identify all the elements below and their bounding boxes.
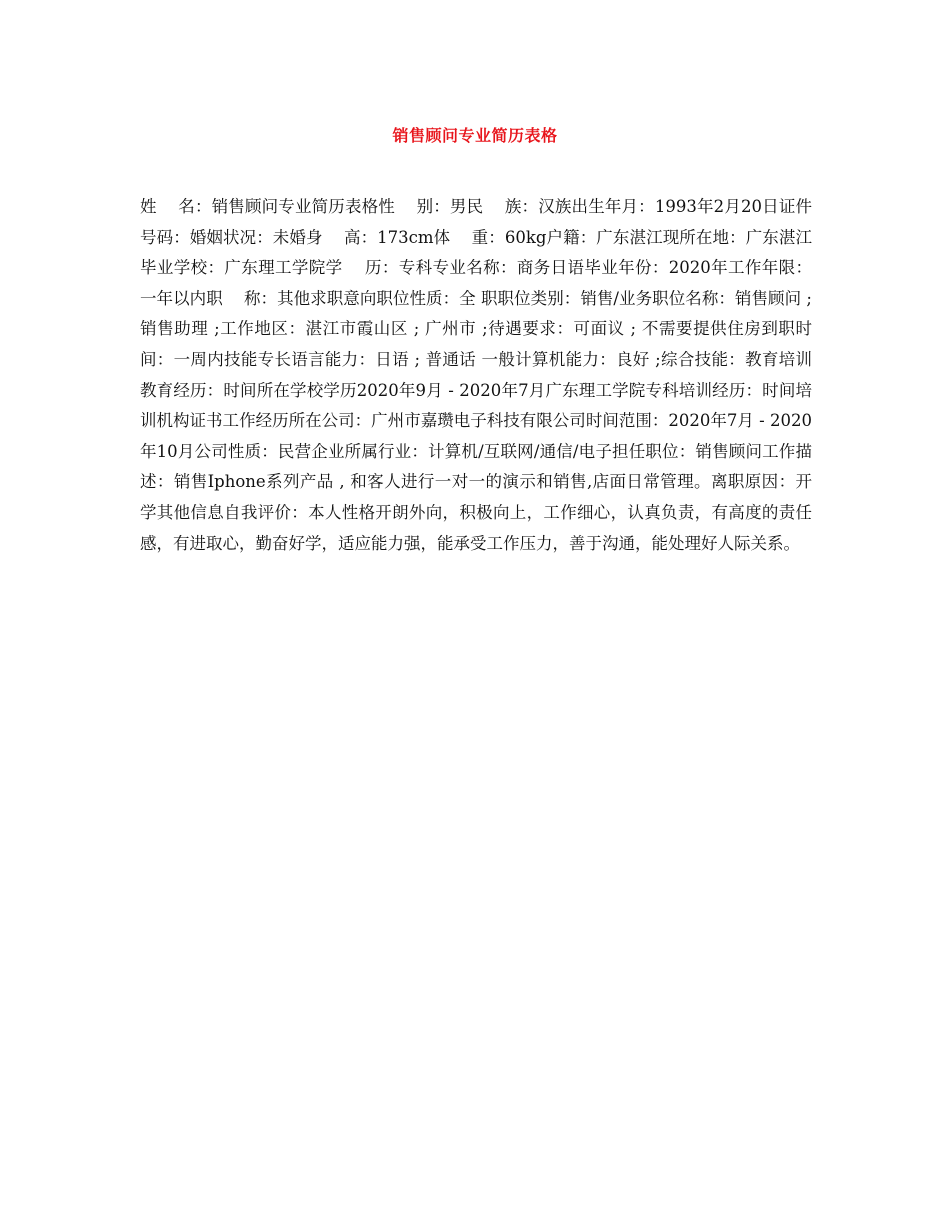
document-title: 销售顾问专业简历表格 <box>392 126 558 145</box>
resume-body-text: 姓 名：销售顾问专业简历表格性 别：男民 族：汉族出生年月：1993年2月20日证件号码：婚姻状况：未婚身 高：173cm体 重：60kg户籍：广东湛江现所在地：广东湛江毕业学校：广东理工学院学 历：专科专业名称：商务日语毕业年份：2020年工作年限：一年以内职 称：其他求职意向职位性质：全 职职位类别：销售/业务职位名称：销售顾问 ; 销售助理 ;工作地区：湛江市霞山区 ; 广州市 ;待遇要求：可面议 ; 不需要提供住房到职时间：一周内技能专长语言能力：日语 ; 普通话 一般计算机能力：良好 ;综合技能：教育培训教育经历：时间所在学校学历2020年9月 - 2020年7月广东理工学院专科培训经历：时间培训机构证书工作经历所在公司：广州市嘉瓒电子科技有限公司时间范围：2020年7月 - 2020年10月公司性质：民营企业所属行业：计算机/互联网/通信/电子担任职位：销售顾问工作描述：销售Iphone系列产品 , 和客人进行一对一的演示和销售,店面日常管理。离职原因：开学其他信息自我评价：本人性格开朗外向，积极向上，工作细心，认真负责，有高度的责任感，有进取心，勤奋好学，适应能力强，能承受工作压力，善于沟通，能处理好人际关系。 <box>140 197 818 553</box>
